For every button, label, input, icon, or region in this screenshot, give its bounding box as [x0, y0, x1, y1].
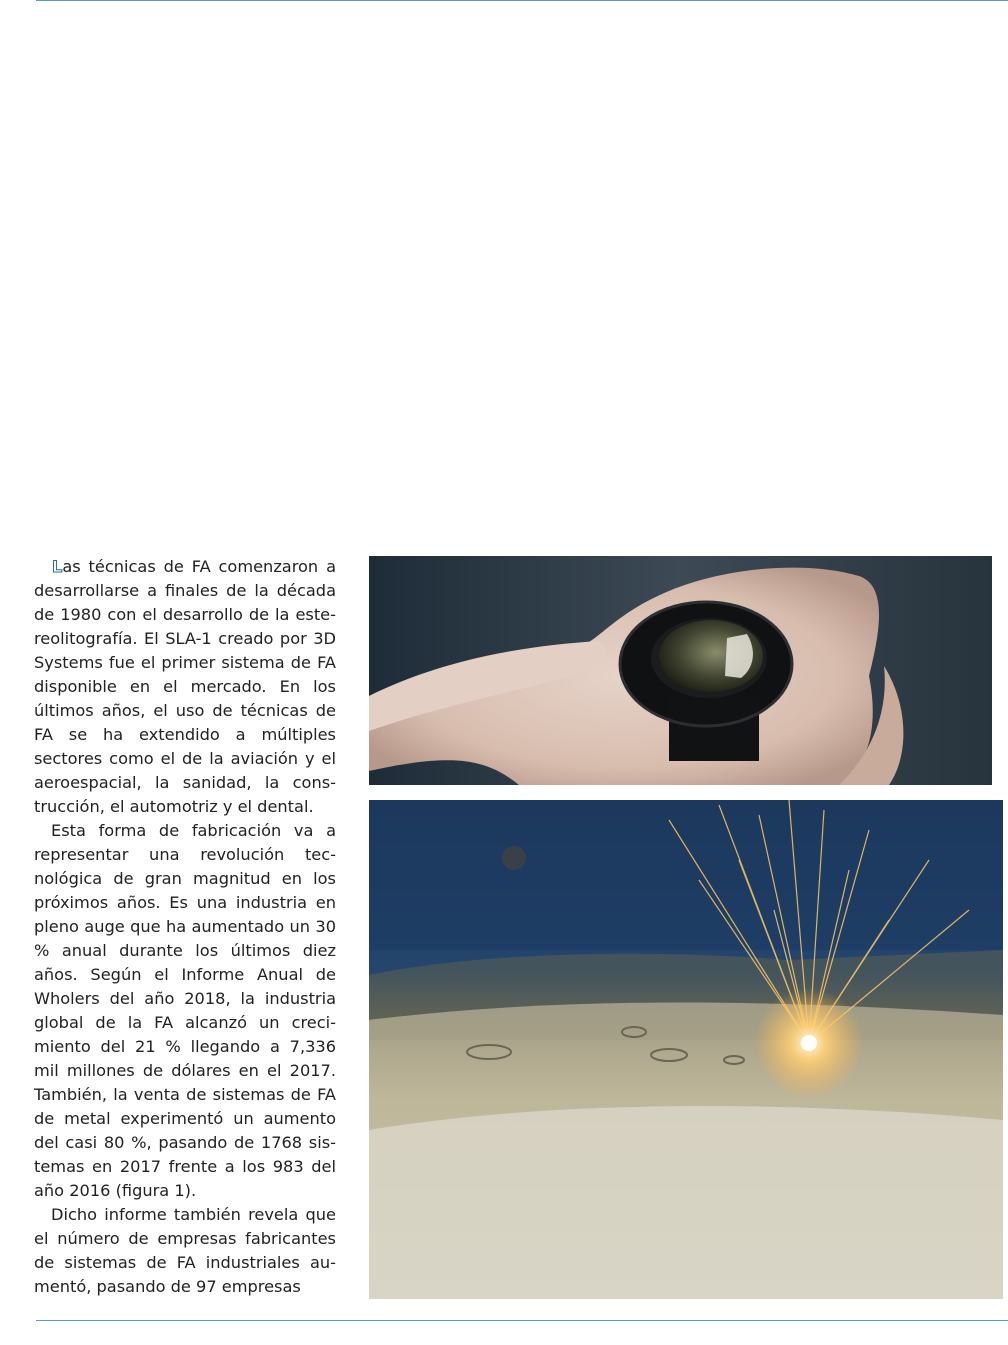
- paragraph-2: Esta forma de fabricación va a representar una revolución tecnológica de gran magnitud en los próximos años. Es una industria en pleno auge que ha aumentado un 30 % anual durante los últimos diez años. Según el Informe Anual de Wholers del año 2018, la industria global de la FA alcanzó un crecimiento del 21 % llegando a 7,336 mil millones de dólares en el 2017. También, la venta de sistemas de FA de metal experimentó un aumento del casi 80 %, pasando de 1768 sistemas en 2017 frente a los 983 del año 2016 (figura 1).: [34, 821, 336, 1200]
- laser-sintering-sparks-photo: [369, 800, 1003, 1299]
- drop-cap: L: [52, 557, 63, 576]
- hand-holding-printed-part-photo: [369, 556, 992, 785]
- paragraph-1-text: as técnicas de FA comenzaron a desarrollarse a finales de la década de 1980 con el desarrollo de la estereolitografía. El SLA-1 creado por 3D Systems fue el primer sistema de FA disponible en el mercado. En los últimos años, el uso de técnicas de FA se ha extendido a múltiples sectores como el de la aviación y el aeroespacial, la sanidad, la construcción, el automotriz y el dental.: [34, 557, 336, 816]
- article-column: [34, 555, 336, 1299]
- bottom-rule: [36, 1320, 1008, 1321]
- paragraph-1: [34, 555, 336, 819]
- paragraph-3: Dicho informe también revela que el número de empresas fabricantes de sistemas de FA industriales aumentó, pasando de 97 empresas: [34, 1205, 336, 1296]
- top-rule: [36, 0, 1008, 1]
